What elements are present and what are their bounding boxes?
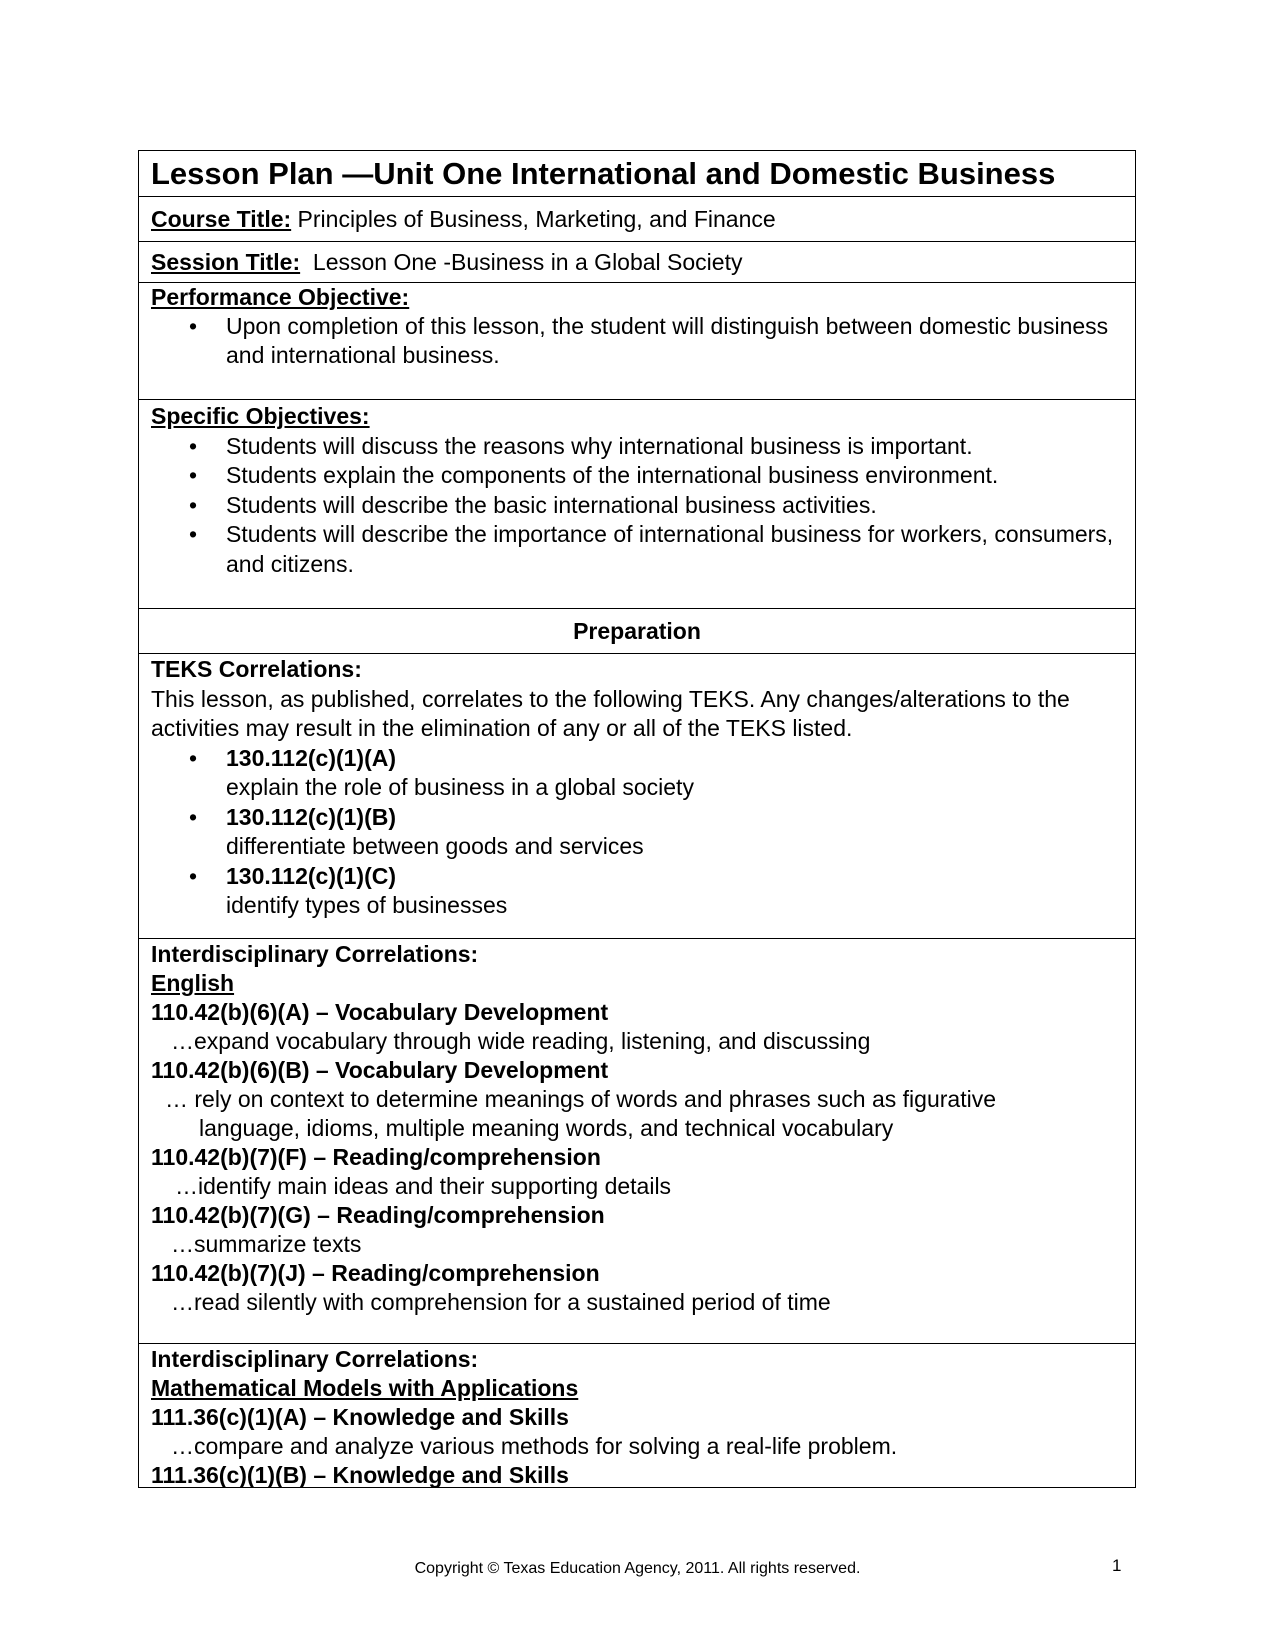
- teks-code: 130.112(c)(1)(A): [226, 744, 397, 771]
- teks-desc: explain the role of business in a global society: [226, 774, 694, 800]
- course-row: [139, 197, 1135, 242]
- english-heading: Interdisciplinary Correlations:: [151, 941, 479, 967]
- english-desc: …identify main ideas and their supporting details: [175, 1173, 672, 1199]
- english-desc: …expand vocabulary through wide reading, listening, and discussing: [171, 1028, 871, 1054]
- math-heading: Interdisciplinary Correlations:: [151, 1346, 479, 1372]
- list-item-text: Students will describe the basic international business activities.: [226, 491, 877, 518]
- session-label: Session Title:: [151, 248, 301, 275]
- teks-code: 130.112(c)(1)(B): [226, 803, 397, 830]
- teks-section: [139, 654, 1135, 939]
- bullet-icon: •: [189, 521, 198, 547]
- session-value: Lesson One -Business in a Global Society: [312, 248, 743, 275]
- list-item: [151, 491, 1123, 521]
- bullet-icon: •: [189, 803, 198, 830]
- english-desc: …read silently with comprehension for a sustained period of time: [171, 1289, 831, 1315]
- english-code: 110.42(b)(7)(F) – Reading/comprehension: [151, 1144, 601, 1170]
- course-value: Principles of Business, Marketing, and Finance: [297, 205, 776, 232]
- list-item: [151, 862, 1123, 921]
- performance-objective-list: [151, 312, 1123, 370]
- bullet-icon: •: [189, 744, 198, 771]
- math-correlations-section: [139, 1344, 1135, 1487]
- preparation-heading: Preparation: [573, 617, 701, 644]
- preparation-heading-row: [139, 609, 1135, 654]
- teks-heading: TEKS Correlations:: [151, 656, 362, 682]
- bullet-icon: •: [189, 462, 198, 488]
- list-item-text: Students will discuss the reasons why international business is important.: [226, 432, 973, 459]
- english-desc-continued: language, idioms, multiple meaning words, and technical vocabulary: [199, 1115, 894, 1141]
- list-item: [151, 803, 1123, 862]
- list-item: [151, 432, 1123, 462]
- session-row: [139, 242, 1135, 283]
- list-item: [151, 744, 1123, 803]
- english-correlations-section: [139, 939, 1135, 1344]
- list-item: [151, 520, 1123, 579]
- list-item-text: Students explain the components of the international business environment.: [226, 462, 999, 488]
- bullet-icon: •: [189, 862, 198, 889]
- bullet-icon: •: [189, 432, 198, 459]
- title-row: [139, 151, 1135, 197]
- specific-objectives-heading: Specific Objectives:: [151, 403, 370, 429]
- english-code: 110.42(b)(6)(A) – Vocabulary Development: [151, 999, 609, 1025]
- english-subject: English: [151, 970, 235, 996]
- teks-desc: identify types of businesses: [226, 892, 508, 918]
- course-label: Course Title:: [151, 205, 292, 232]
- performance-objective-heading: Performance Objective:: [151, 284, 410, 310]
- english-code: 110.42(b)(6)(B) – Vocabulary Development: [151, 1057, 609, 1083]
- footer-copyright: Copyright © Texas Education Agency, 2011. All rights reserved.: [414, 1560, 861, 1577]
- lesson-plan-table: [138, 150, 1136, 1488]
- teks-list: [151, 744, 1123, 921]
- list-item: [151, 312, 1123, 370]
- page-number: 1: [1112, 1556, 1122, 1575]
- teks-desc: differentiate between goods and services: [226, 833, 644, 859]
- english-desc: … rely on context to determine meanings of words and phrases such as figurative: [165, 1086, 996, 1112]
- english-code: 110.42(b)(7)(G) – Reading/comprehension: [151, 1202, 605, 1228]
- list-item-text: Upon completion of this lesson, the student will distinguish between domestic business and international business.: [226, 313, 1109, 368]
- math-desc: …compare and analyze various methods for solving a real-life problem.: [171, 1433, 898, 1459]
- math-code: 111.36(c)(1)(B) – Knowledge and Skills: [151, 1462, 569, 1488]
- bullet-icon: •: [189, 491, 198, 518]
- teks-code: 130.112(c)(1)(C): [226, 862, 397, 889]
- list-item: [151, 461, 1123, 491]
- english-desc: …summarize texts: [171, 1231, 362, 1257]
- specific-objectives-section: [139, 400, 1135, 609]
- performance-objective-section: [139, 283, 1135, 400]
- bullet-icon: •: [189, 313, 198, 339]
- math-subject: Mathematical Models with Applications: [151, 1375, 579, 1401]
- list-item-text: Students will describe the importance of international business for workers, consumers, and citizens.: [226, 521, 1114, 577]
- math-code: 111.36(c)(1)(A) – Knowledge and Skills: [151, 1404, 569, 1430]
- page-title: Lesson Plan —Unit One International and Domestic Business: [151, 155, 1056, 191]
- specific-objectives-list: [151, 432, 1123, 580]
- english-code: 110.42(b)(7)(J) – Reading/comprehension: [151, 1260, 600, 1286]
- teks-intro: This lesson, as published, correlates to the following TEKS. Any changes/alterations to the activities may result in the elimination of any or all of the TEKS listed.: [151, 685, 1070, 741]
